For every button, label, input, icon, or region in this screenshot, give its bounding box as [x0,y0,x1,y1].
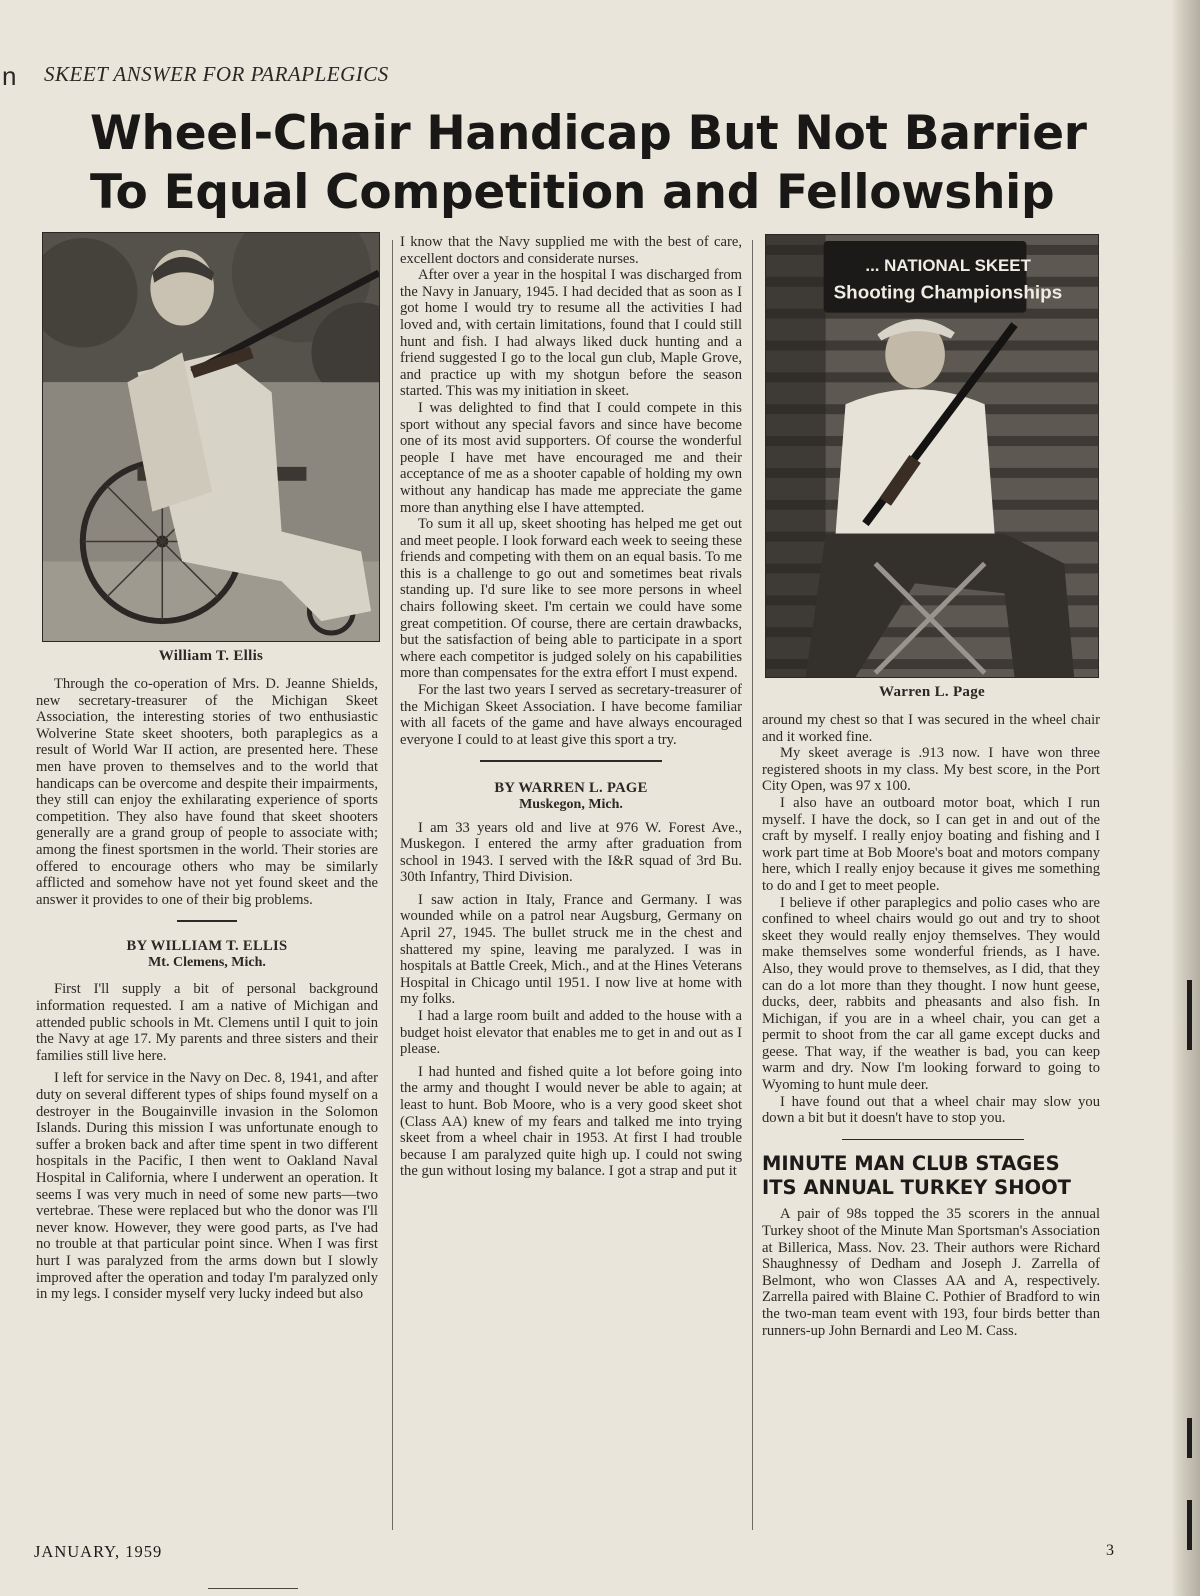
page-paragraph-8: I believe if other paraplegics and polio cases who are confined to wheel chairs would go out and try to shoot skeet they would really enjoy themselves. They would make themselves some wonderful friends, as I have. Also, they would prove to themselves, as I did, that they can do a lot more than they thought. I now hunt geese, ducks, deer, rabbits and pheasants and also fish. In Michigan, if you are in a wheel chair, you can get a permit to shoot from the car all game except ducks and geese. That way, if the weather is bad, you can keep warm and dry. Now I'm looking forward to going to Wyoming to hunt mule deer. [762,894,1100,1094]
column-divider [392,240,393,1530]
page-paragraph-9: I have found out that a wheel chair may slow you down a bit but it doesn't have to stop you. [762,1093,1100,1127]
edge-mark [1187,1418,1192,1458]
adjacent-page-bleed [0,60,24,1590]
column-2 [400,234,742,1180]
headline-line-1: Wheel-Chair Handicap But Not Barrier [90,106,1087,161]
photo-william-ellis-image [43,233,379,641]
turkey-shoot-paragraph: A pair of 98s topped the 35 scorers in the annual Turkey shoot of the Minute Man Sportsman's Association at Billerica, Mass. Nov. 23. Their authors were Richard Shaughnessy of Dedham and Joseph J. Zarrella of Belmont, who won Classes AA and A, respectively. Zarrella paired with Blaine C. Pothier of Bradford to win the two-man team event with 193, four birds better than runners-up John Bernardi and Leo M. Cass. [762,1206,1100,1339]
headline-line-2: To Equal Competition and Fellowship [90,165,1055,220]
photo-warren-page [765,234,1099,678]
page-paragraph-7: I also have an outboard motor boat, which I run myself. I have the dock, so I can get in and out of the craft by myself. I really enjoy boating and fishing and I work part time at Bob Moore's boat and motors company here, which I really enjoy because it gives me something to do and I get to meet people. [762,794,1100,894]
divider-rule [842,1139,1024,1141]
page-paragraph-3: I had a large room built and added to the house with a budget hoist elevator that enables me to get in and out as I please. [400,1008,742,1058]
ellis-paragraph-5: I was delighted to find that I could compete in this sport without any special favors and since have become one of its most avid supporters. Of course the wonderful people I have met have encouraged me and their acceptance of me as a shooter capable of holding my own without any handicap has made me appreciate the game more than anything else I have attempted. [400,399,742,516]
ellis-paragraph-1: First I'll supply a bit of personal background information requested. I am a native of Michigan and attended public schools in Mt. Clemens until I quit to join the Navy at age 17. My parents and three sisters and their families still live here. [36,981,378,1064]
ellis-paragraph-3: I know that the Navy supplied me with the best of care, excellent doctors and considerate nurses. [400,234,742,267]
section-label: SKEET ANSWER FOR PARAPLEGICS [44,62,389,86]
footer-rule [208,1588,298,1589]
issue-date: JANUARY, 1959 [34,1542,163,1561]
page-paragraph-2: I saw action in Italy, France and Germany. I was wounded while on a patrol near Augsburg, Germany on April 27, 1945. The bullet struck me in the chest and shattered my spine, leaving me paralyzed. I was in hospitals at Battle Creek, Mich., and at the Hines Veterans Hospital in Chicago until 1951. I now live at home with my folks. [400,891,742,1008]
byline-location-ellis: Mt. Clemens, Mich. [148,954,266,970]
byline-ellis: BY WILLIAM T. ELLIS [126,937,288,954]
column-1 [36,676,378,1303]
edge-mark [1187,1500,1192,1550]
sign-line-1: ... NATIONAL SKEET [865,255,1031,275]
divider-rule [177,920,237,922]
bleed-glyph: n [2,61,17,91]
page-edge-shadow [1172,0,1200,1596]
byline-location-page: Muskegon, Mich. [519,796,623,812]
divider-rule [480,760,662,762]
caption-william-ellis: William T. Ellis [158,648,264,664]
page-paragraph-1: I am 33 years old and live at 976 W. Forest Ave., Muskegon. I entered the army after graduation from school in 1943. I served with the I&R squad of 3rd Bu. 30th Infantry, Third Division. [400,819,742,886]
page-paragraph-4: I had hunted and fished quite a lot before going into the army and thought I would never be able to again; at least to hunt. Bob Moore, who is a very good skeet shot (Class AA) knew of my fears and talked me into trying skeet from a wheel chair in 1953. At first I had trouble because I am paralyzed quite high up. I could not swing the gun without losing my balance. I got a strap and put it [400,1063,742,1180]
sign-line-2: Shooting Championships [833,282,1063,304]
column-divider [752,240,753,1530]
turkey-shoot-headline: MINUTE MAN CLUB STAGES ITS ANNUAL TURKEY SHOOT [762,1152,1071,1200]
caption-warren-page: Warren L. Page [879,684,985,700]
intro-paragraph: Through the co-operation of Mrs. D. Jeanne Shields, new secretary-treasurer of the Michigan Skeet Association, the interesting stories of two enthusiastic Wolverine State skeet shooters, both paraplegics as a result of World War II action, are presented here. These men have proven to themselves and to the world that handicaps can be overcome and despite their impairments, they still can enjoy the exhilarating experience of sports competition. They also have found that skeet shooters generally are a grand group of people to associate with; among the finest sportsmen in the world. Their stories are offered to encourage others who may be similarly afflicted and somehow have not yet found skeet and the answer it provides to one of their big problems. [36,676,378,908]
page-paragraph-6: My skeet average is .913 now. I have won three registered shoots in my class. My best score, in the Port City Open, was 97 x 100. [762,745,1100,795]
column-3 [762,712,1100,1339]
photo-william-ellis [42,232,380,642]
ellis-paragraph-2: I left for service in the Navy on Dec. 8, 1941, and after duty on several different types of ships found myself on a destroyer in the Bougainville invasion in the Solomon Islands. During this mission I was unfortunate enough to suffer a broken back and after time spent in two different hospitals in the Pacific, I then went to Oakland Naval Hospital in California, where I underwent an operation. It seems I was very much in need of some new parts—two vertebrae. These were replaced but who the donor was I'll never know. However, they were good parts, as I've had no trouble at that particular point since. When I was first hurt I was paralyzed from the arms down but I slowly improved after the operation and today I'm paralyzed only in my legs. I consider myself very lucky indeed but also [36,1070,378,1303]
photo-warren-page-image [766,235,1098,677]
byline-page: BY WARREN L. PAGE [494,779,648,796]
page-paragraph-5: around my chest so that I was secured in the wheel chair and it worked fine. [762,712,1100,745]
ellis-paragraph-6: To sum it all up, skeet shooting has helped me get out and meet people. I look forward each week to seeing these friends and competing with them on an equal basis. To me this is a challenge to go out and sometimes beat rivals standing up. I'd sure like to see more persons in wheel chairs following skeet. I'm certain we could have some great competition. Of course, there are certain drawbacks, but the satisfaction of being able to participate in a sport where each competitor is judged solely on his capabilities more than compensates for the extra effort I must expend. [400,516,742,682]
page-number: 3 [1106,1542,1114,1559]
ellis-paragraph-4: After over a year in the hospital I was discharged from the Navy in January, 1945. I had decided that as soon as I got home I would try to resume all the activities I had loved and, with certain limitations, found that I could still hunt and fish. I had always liked duck hunting and a friend suggested I go to the local gun club, Maple Grove, and practice up with my shotgun before the season started. This was my initiation in skeet. [400,267,742,400]
headline [90,104,1100,222]
edge-mark [1187,980,1192,1050]
ellis-paragraph-7: For the last two years I served as secretary-treasurer of the Michigan Skeet Association. I have become familiar with all facets of the game and have always encouraged everyone I could to at least give this sport a try. [400,682,742,748]
